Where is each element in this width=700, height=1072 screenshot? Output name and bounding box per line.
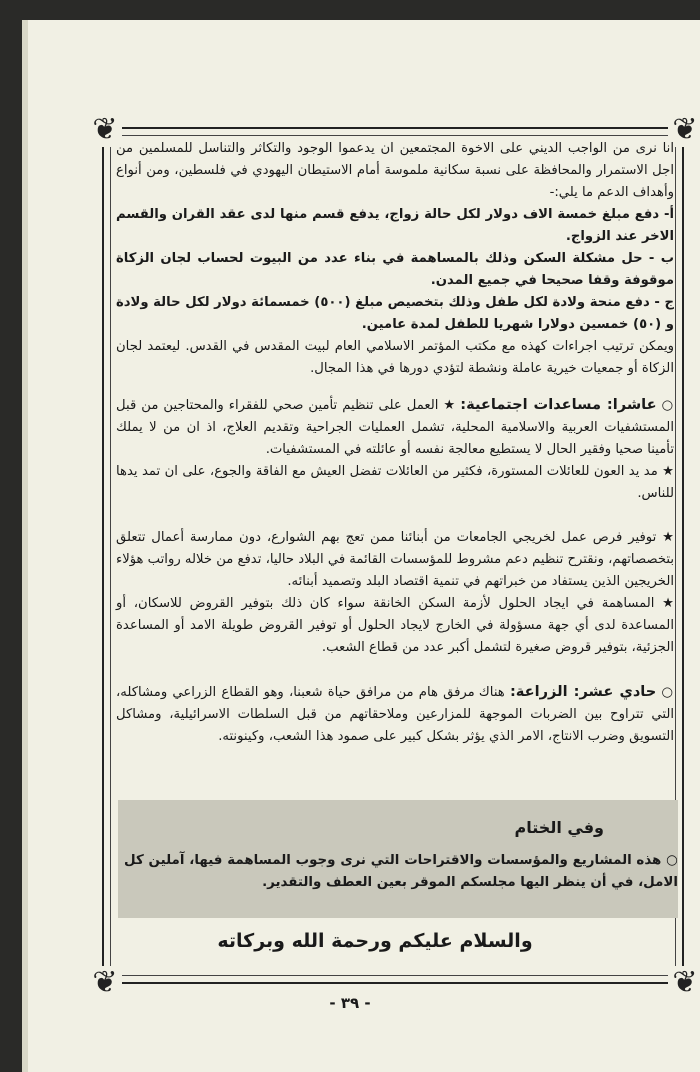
bullet-circle-icon: ○ [656,685,674,700]
jobs-paragraph: ★ توفير فرص عمل لخريجي الجامعات من أبنائنا ممن تعج بهم الشوارع، دون ممارسة أعمال تتعلق بتخصصاتهم، ونقترح تنظيم دعم مشروط للمؤسسات القائمة في البلاد حاليا، تدفع من خلاله رواتب هؤلاء الخريجين الذين يستفاد من خبراتهم في تنمية اقتصاد البلد وتصميد أبنائه. [116,530,674,589]
item-b: ب - حل مشكلة السكن وذلك بالمساهمة في بناء عدد من البيوت لحساب لجان الزكاة موقوفة وقفا صحيحا في جميع المدن. [116,251,674,288]
closing-text [124,850,678,894]
housing-paragraph: ★ المساهمة في ايجاد الحلول لأزمة السكن الخانقة سواء كان ذلك بتوفير القروض للاسكان، أو المساعدة لدى أي جهة مسؤولة في الخارج لايجاد الحلول أو توفير القروض طويلة الامد أو المساعدة الجزئية، بتوفير قروض صغيرة لتشمل أكبر عدد من قطاع الشعب. [116,596,674,655]
agriculture-section [116,681,674,748]
intro-paragraph: انا نرى من الواجب الديني على الاخوة المجتمعين ان يدعموا الوجود والتكاثر والتناسل للمسلمين من اجل الاستمرار والمحافظة على نسبة سكانية ملموسة أمام الاستيطان اليهودي في فلسطين، ومن أنواع وأهداف الدعم ما يلي:- [116,141,674,200]
corner-ornament-top-right-icon: ❦ [668,113,700,147]
social-aid-paragraph: ★ مد يد العون للعائلات المستورة، فكثير من العائلات تفضل العيش مع الفاقة والجوع، على ان تمد يدها للناس. [116,464,674,501]
bullet-circle-icon: ○ [661,853,678,868]
closing-text-body: هذه المشاريع والمؤسسات والاقتراحات التي نرى وجوب المساهمة فيها، آملين كل الامل، في أن ينظر اليها مجلسكم الموقر بعين العطف والتقدير. [124,853,678,890]
agriculture-text: هناك مرفق هام من مرافق حياة شعبنا، وهو القطاع الزراعي ومشاكله، التي تتراوح بين الضربات الموجهة للمزارعين وملاحقاتهم من قبل السلطات الاسرائيلية، ومشاكل التسويق وضرب الانتاج، الامر الذي يؤثر بشكل كبير على صمود هذا الشعب، وكينونته. [116,685,674,744]
page-number: - ٣٩ - [329,994,371,1012]
arrangements-paragraph: ويمكن ترتيب اجراءات كهذه مع مكتب المؤتمر الاسلامي العام لبيت المقدس في القدس. ليعتمد لجان الزكاة أو جمعيات خيرية عاملة ونشطة لتؤدي دورها في هذا المجال. [116,339,674,376]
scan-edge [22,20,28,1072]
agriculture-heading: حادي عشر: الزراعة: [509,683,657,700]
social-section [116,394,674,461]
item-c: ج - دفع منحة ولادة لكل طفل وذلك بتخصيص مبلغ (٥٠٠) خمسمائة دولار لكل حالة ولادة و (٥٠) خمسين دولارا شهريا للطفل لمدة عامين. [116,295,674,332]
main-text [116,138,674,748]
corner-ornament-bottom-left-icon: ❦ [88,966,122,1000]
bullet-circle-icon: ○ [656,398,674,413]
corner-ornament-top-left-icon: ❦ [88,113,122,147]
corner-ornament-bottom-right-icon: ❦ [668,966,700,1000]
social-text: ★ العمل على تنظيم تأمين صحي للفقراء والمحتاجين من قبل المستشفيات العربية والاسلامية المحلية، تشمل العمليات الجراحية وتقديم العلاج، اذ ان من لا يملك تأمينا صحيا وفقير الحال لا يستطيع معالجة نفسه أو عائلته في المستشفيات. [116,398,674,457]
closing-title: وفي الختام [514,818,604,837]
social-heading: عاشرا: مساعدات اجتماعية: [460,396,657,413]
item-a: أ- دفع مبلغ خمسة الاف دولار لكل حالة زواج، يدفع قسم منها لدى عقد القران والقسم الاخر عند الزواج. [116,207,674,244]
farewell-line: والسلام عليكم ورحمة الله وبركاته [217,930,533,952]
